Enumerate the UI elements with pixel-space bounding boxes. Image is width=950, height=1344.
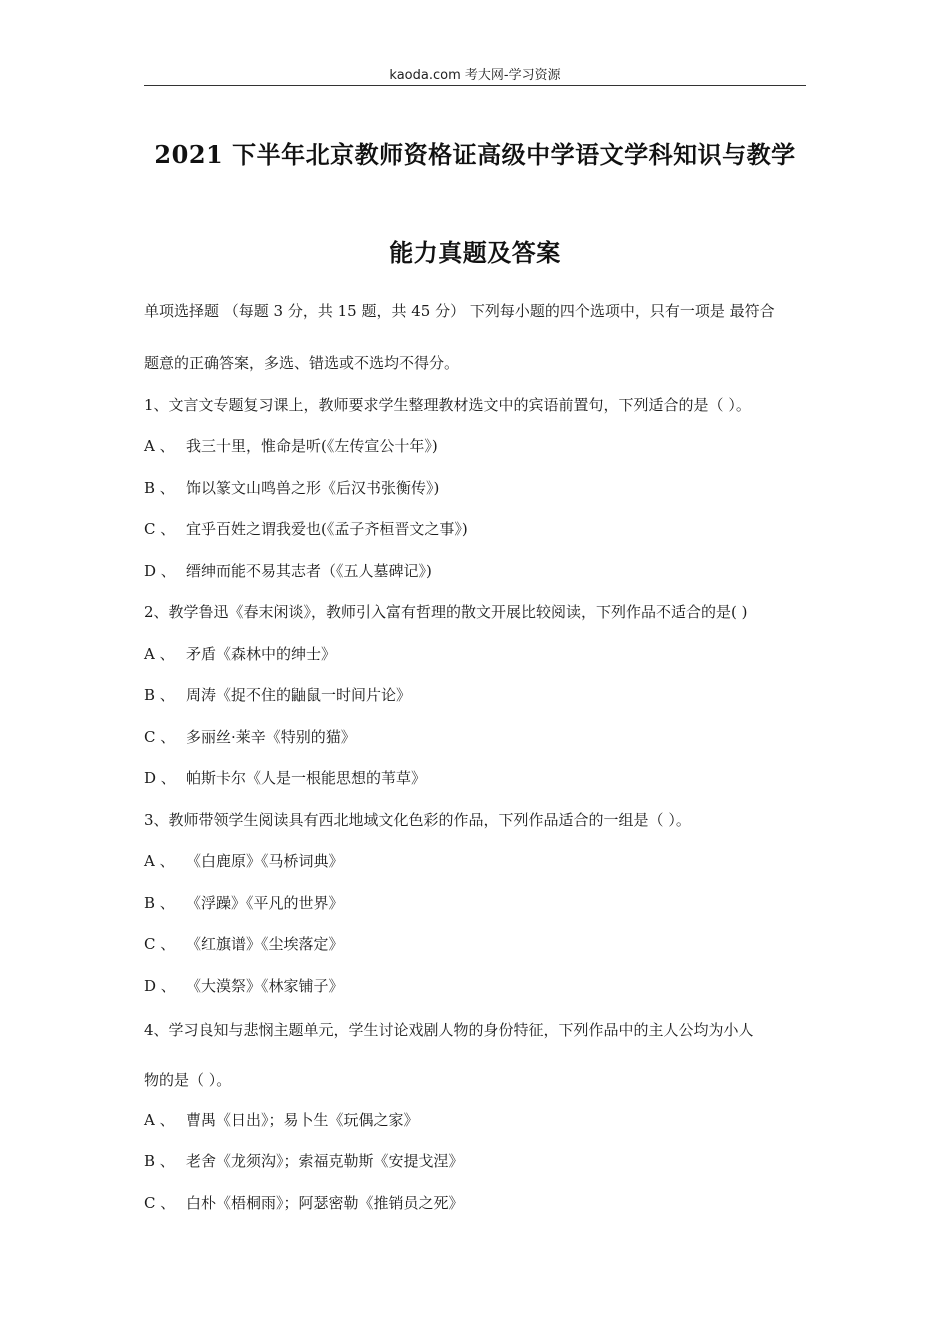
option-letter: A 、	[144, 645, 175, 663]
question-2-stem: 2、教学鲁迅《春末闲谈》，教师引入富有哲理的散文开展比较阅读，下列作品不适合的是( )	[144, 603, 748, 621]
question-2-option-a	[144, 643, 810, 665]
question-1-option-d	[144, 560, 810, 582]
option-letter: B 、	[144, 894, 175, 912]
option-text: 缙绅而能不易其志者（《五人墓碑记》)	[186, 562, 432, 580]
option-letter: B 、	[144, 686, 175, 704]
instructions-line-2: 题意的正确答案，多选、错选或不选均不得分。	[144, 354, 460, 372]
question-3-stem: 3、教师带领学生阅读具有西北地域文化色彩的作品，下列作品适合的一组是（ ）。	[144, 811, 691, 829]
option-letter: D 、	[144, 562, 176, 580]
option-letter: C 、	[144, 520, 176, 538]
question-3-option-d	[144, 975, 810, 997]
question-3-option-a	[144, 850, 810, 872]
option-letter: C 、	[144, 1194, 176, 1212]
option-letter: D 、	[144, 977, 176, 995]
question-1-stem: 1、文言文专题复习课上，教师要求学生整理教材选文中的宾语前置句，下列适合的是（ ）。	[144, 396, 751, 414]
question-4-stem-line-2: 物的是（ ）。	[144, 1071, 232, 1089]
option-text: 周涛《捉不住的鼬鼠一时间片论》	[186, 686, 412, 704]
option-letter: A 、	[144, 852, 175, 870]
question-3-option-c	[144, 933, 810, 955]
option-text: 曹禺《日出》；易卜生《玩偶之家》	[186, 1111, 419, 1129]
header-site-text: kaoda.com 考大网-学习资源	[389, 68, 561, 83]
question-3-option-b	[144, 892, 810, 914]
question-4-option-a	[144, 1109, 810, 1131]
question-2-option-b	[144, 684, 810, 706]
question-2-option-d	[144, 767, 810, 789]
question-4-option-b	[144, 1150, 810, 1172]
option-text: 我三十里，惟命是听(《左传宣公十年》)	[186, 437, 438, 455]
option-text: 《红旗谱》《尘埃落定》	[186, 935, 344, 953]
option-letter: B 、	[144, 479, 175, 497]
option-text: 《白鹿原》《马桥词典》	[186, 852, 344, 870]
option-text: 老舍《龙须沟》；索福克勒斯《安提戈涅》	[186, 1152, 464, 1170]
option-text: 宜乎百姓之谓我爱也(《孟子齐桓晋文之事》)	[186, 520, 468, 538]
option-text: 多丽丝·莱辛《特别的猫》	[186, 728, 356, 746]
option-text: 饰以篆文山鸣兽之形《后汉书张衡传》)	[186, 479, 440, 497]
instructions-line-1: 单项选择题 （每题 3 分，共 15 题，共 45 分） 下列每小题的四个选项中，只有一项是 最符合	[144, 302, 775, 320]
document-title-line-1: 2021 下半年北京教师资格证高级中学语文学科知识与教学	[154, 140, 796, 169]
question-1-option-c	[144, 518, 810, 540]
option-letter: B 、	[144, 1152, 175, 1170]
option-letter: A 、	[144, 437, 175, 455]
option-text: 《大漠祭》《林家铺子》	[186, 977, 344, 995]
option-letter: D 、	[144, 769, 176, 787]
option-text: 白朴《梧桐雨》；阿瑟密勒《推销员之死》	[186, 1194, 464, 1212]
question-2-option-c	[144, 726, 810, 748]
question-4-option-c	[144, 1192, 810, 1214]
option-text: 帕斯卡尔《人是一根能思想的苇草》	[186, 769, 427, 787]
question-4-stem-line-1: 4、学习良知与悲悯主题单元，学生讨论戏剧人物的身份特征，下列作品中的主人公均为小人	[144, 1021, 754, 1039]
option-text: 《浮躁》《平凡的世界》	[186, 894, 344, 912]
header-divider	[144, 85, 806, 86]
document-title-line-2: 能力真题及答案	[389, 238, 561, 267]
question-1-option-b	[144, 477, 810, 499]
question-1-option-a	[144, 435, 810, 457]
option-text: 矛盾《森林中的绅士》	[186, 645, 337, 663]
option-letter: A 、	[144, 1111, 175, 1129]
option-letter: C 、	[144, 935, 176, 953]
option-letter: C 、	[144, 728, 176, 746]
